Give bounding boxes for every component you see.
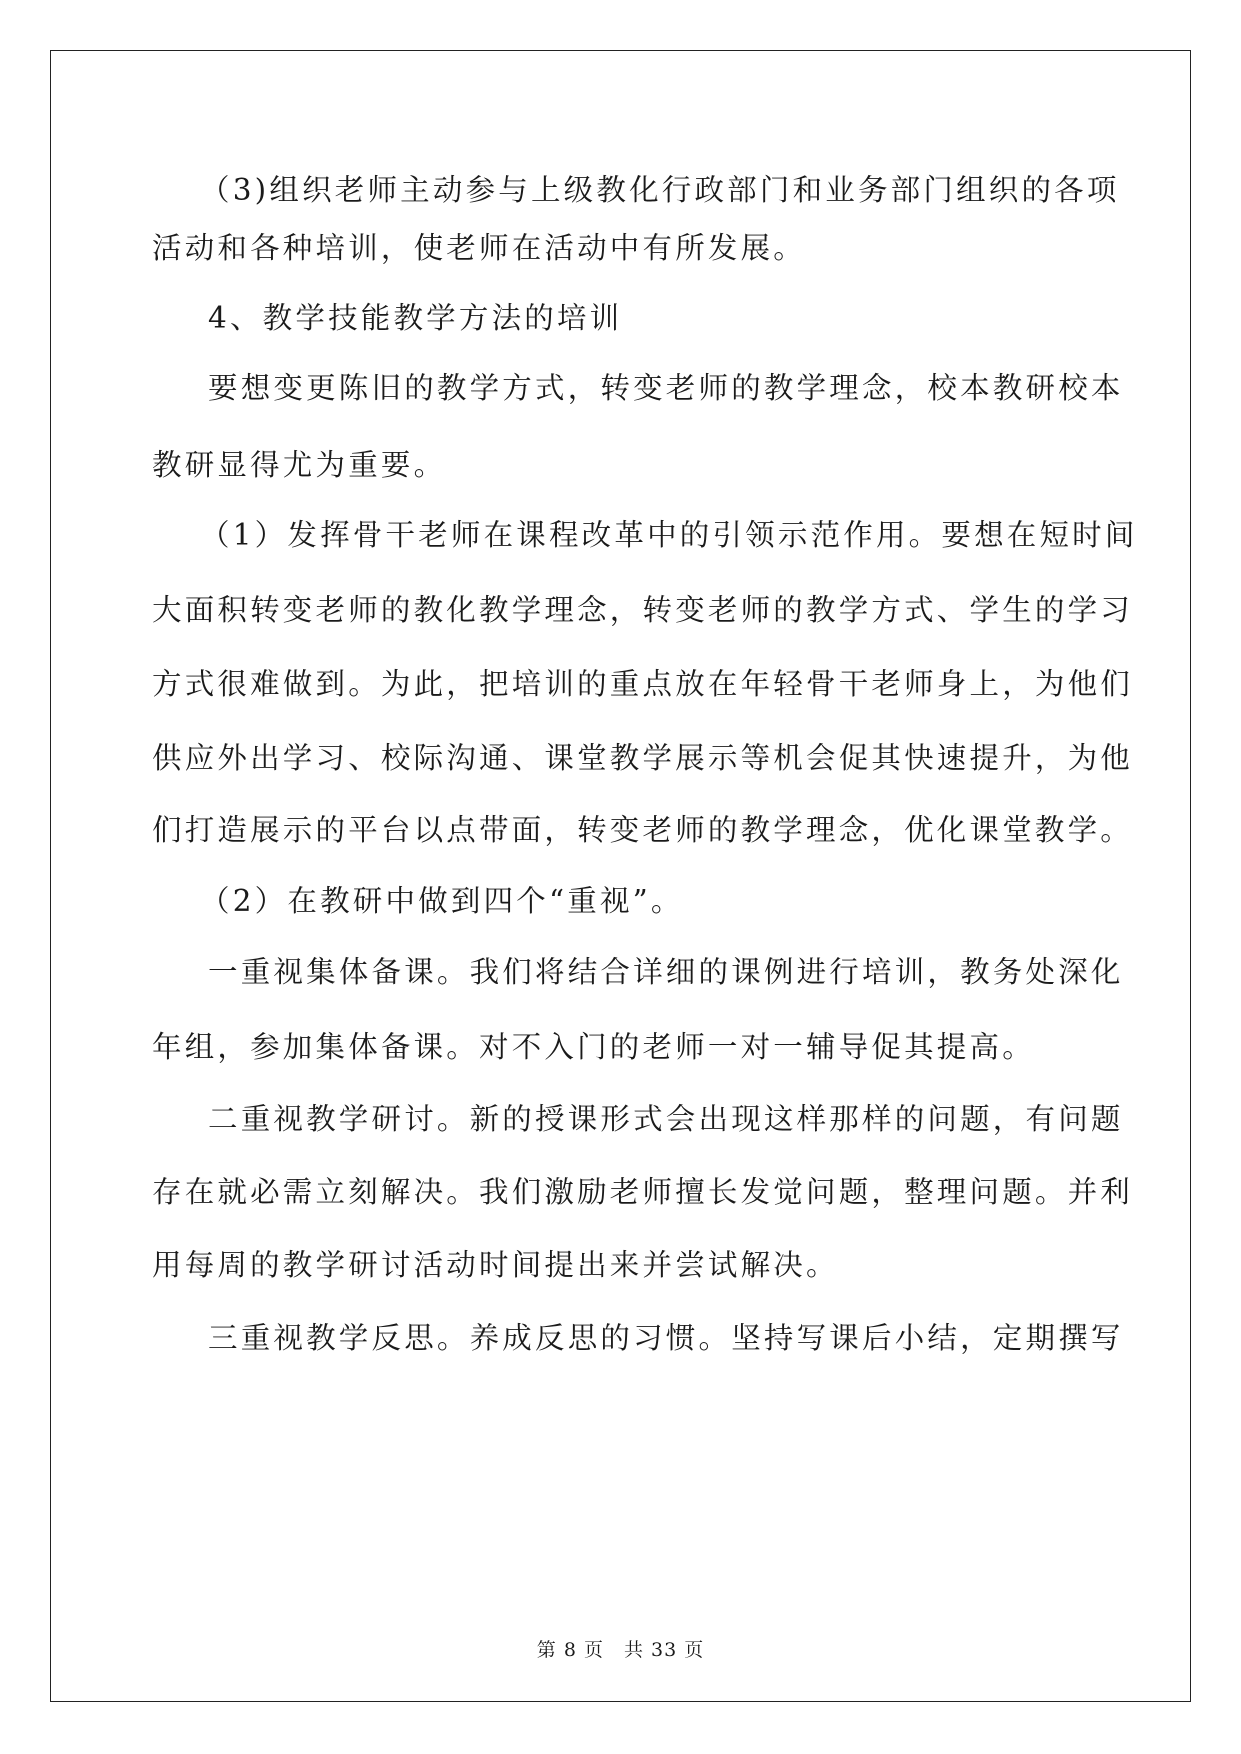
paragraph-line: 要想变更陈旧的教学方式，转变老师的教学理念，校本教研校本 — [208, 371, 1124, 405]
paragraph-line: 们打造展示的平台以点带面，转变老师的教学理念，优化课堂教学。 — [152, 813, 1134, 847]
paragraph-line: 三重视教学反思。养成反思的习惯。坚持写课后小结，定期撰写 — [208, 1321, 1124, 1355]
paragraph-line: 大面积转变老师的教化教学理念，转变老师的教学方式、学生的学习 — [152, 593, 1134, 627]
paragraph-line: 教研显得尤为重要。 — [152, 448, 447, 482]
paragraph-line: 一重视集体备课。我们将结合详细的课例进行培训，教务处深化 — [208, 955, 1124, 989]
paragraph-line: 存在就必需立刻解决。我们激励老师擅长发觉问题，整理问题。并利 — [152, 1175, 1134, 1209]
section-heading: 4、教学技能教学方法的培训 — [208, 301, 623, 335]
paragraph-line: 年组，参加集体备课。对不入门的老师一对一辅导促其提高。 — [152, 1030, 1035, 1064]
paragraph-line: （2）在教研中做到四个“重视”。 — [200, 884, 684, 918]
paragraph-line: 方式很难做到。为此，把培训的重点放在年轻骨干老师身上，为他们 — [152, 667, 1134, 701]
paragraph-line: （3)组织老师主动参与上级教化行政部门和业务部门组织的各项 — [200, 173, 1120, 207]
paragraph-line: 供应外出学习、校际沟通、课堂教学展示等机会促其快速提升，为他 — [152, 741, 1134, 775]
paragraph-line: 二重视教学研讨。新的授课形式会出现这样那样的问题，有问题 — [208, 1102, 1124, 1136]
paragraph-line: 活动和各种培训，使老师在活动中有所发展。 — [152, 231, 807, 265]
paragraph-line: 用每周的教学研讨活动时间提出来并尝试解决。 — [152, 1248, 839, 1282]
paragraph-line: （1）发挥骨干老师在课程改革中的引领示范作用。要想在短时间 — [200, 518, 1138, 552]
page-number-footer: 第 8 页 共 33 页 — [536, 1639, 705, 1661]
